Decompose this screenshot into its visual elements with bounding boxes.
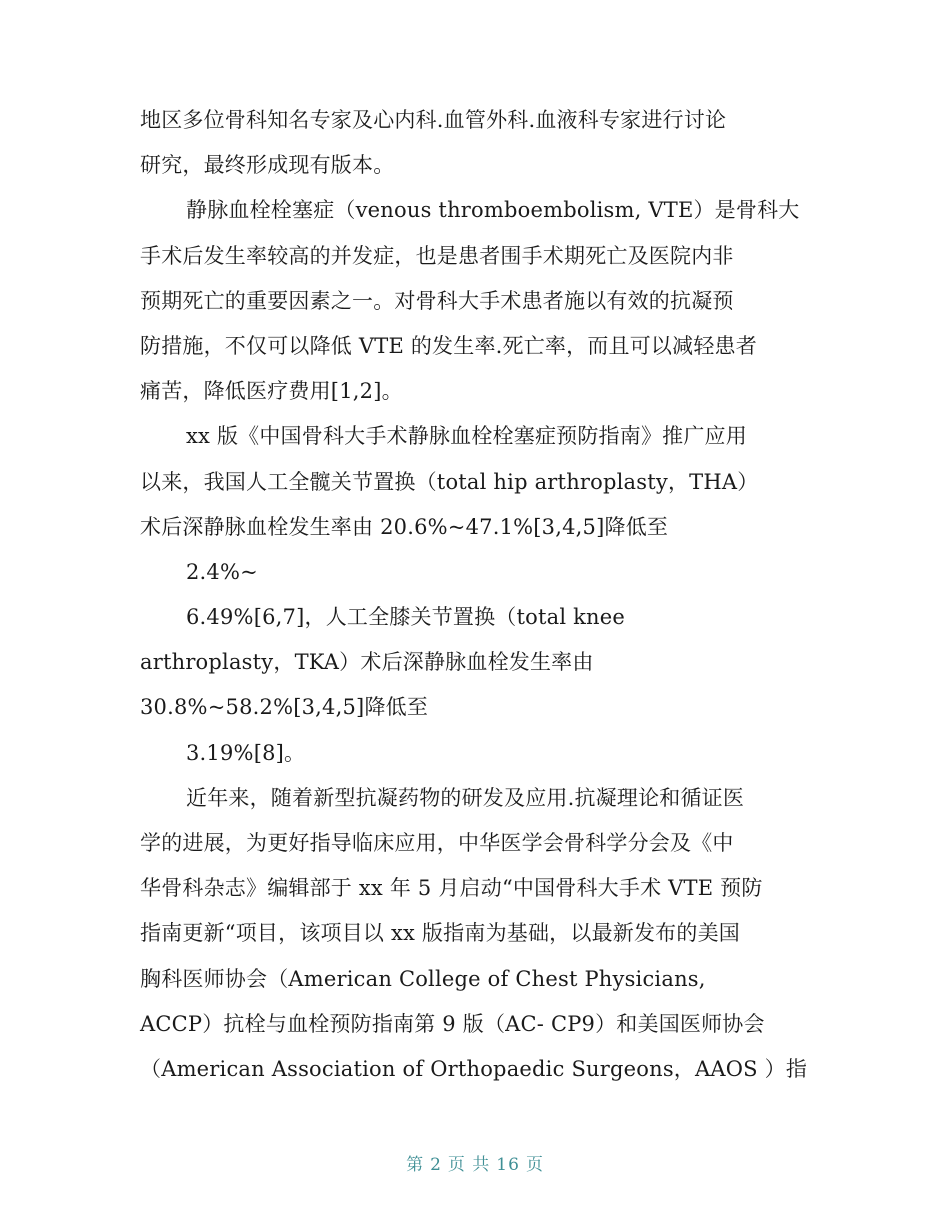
text-line: 地区多位骨科知名专家及心内科.血管外科.血液科专家进行讨论	[140, 108, 727, 132]
text-line: xx 版《中国骨科大手术静脉血栓栓塞症预防指南》推广应用	[186, 424, 747, 449]
text-line: 研究，最终形成现有版本。	[140, 153, 395, 178]
text-line: 学的进展，为更好指导临床应用，中华医学会骨科学分会及《中	[140, 831, 734, 855]
text-line: 指南更新“项目，该项目以 xx 版指南为基础，以最新发布的美国	[140, 921, 740, 946]
text-line: 术后深静脉血栓发生率由 20.6%~47.1%[3,4,5]降低至	[140, 514, 669, 539]
footer-suffix: 页	[525, 1155, 544, 1175]
text-line: 华骨科杂志》编辑部于 xx 年 5 月启动“中国骨科大手术 VTE 预防	[140, 876, 763, 901]
text-line: 痛苦，降低医疗费用[1,2]。	[140, 379, 403, 404]
footer-mid: 页 共	[447, 1155, 491, 1175]
text-line: 6.49%[6,7]，人工全膝关节置换（total knee	[186, 605, 626, 630]
text-line: 静脉血栓栓塞症（venous thromboembolism, VTE）是骨科大	[186, 198, 800, 223]
text-line: 以来，我国人工全髋关节置换（total hip arthroplasty，THA）	[140, 469, 759, 494]
total-pages-number: 16	[496, 1155, 520, 1175]
document-body	[140, 98, 810, 1092]
text-line: 3.19%[8]。	[186, 740, 306, 765]
text-line: （American Association of Orthopaedic Surgeons，AAOS ）指	[140, 1056, 808, 1081]
page-footer	[0, 1150, 950, 1175]
current-page-number: 2	[430, 1155, 442, 1175]
text-line: 近年来，随着新型抗凝药物的研发及应用.抗凝理论和循证医	[186, 785, 745, 810]
text-line: 2.4%~	[186, 559, 258, 584]
text-line: arthroplasty，TKA）术后深静脉血栓发生率由	[140, 650, 594, 675]
text-line: 手术后发生率较高的并发症，也是患者围手术期死亡及医院内非	[140, 243, 734, 268]
text-line: 胸科医师协会（American College of Chest Physicians,	[140, 966, 706, 991]
text-line: 防措施，不仅可以降低 VTE 的发生率.死亡率，而且可以减轻患者	[140, 333, 757, 358]
text-line: 30.8%~58.2%[3,4,5]降低至	[140, 695, 429, 720]
footer-prefix: 第	[406, 1155, 425, 1175]
text-line: ACCP）抗栓与血栓预防指南第 9 版（AC- CP9）和美国医师协会	[140, 1011, 765, 1036]
text-line: 预期死亡的重要因素之一。对骨科大手术患者施以有效的抗凝预	[140, 288, 734, 313]
